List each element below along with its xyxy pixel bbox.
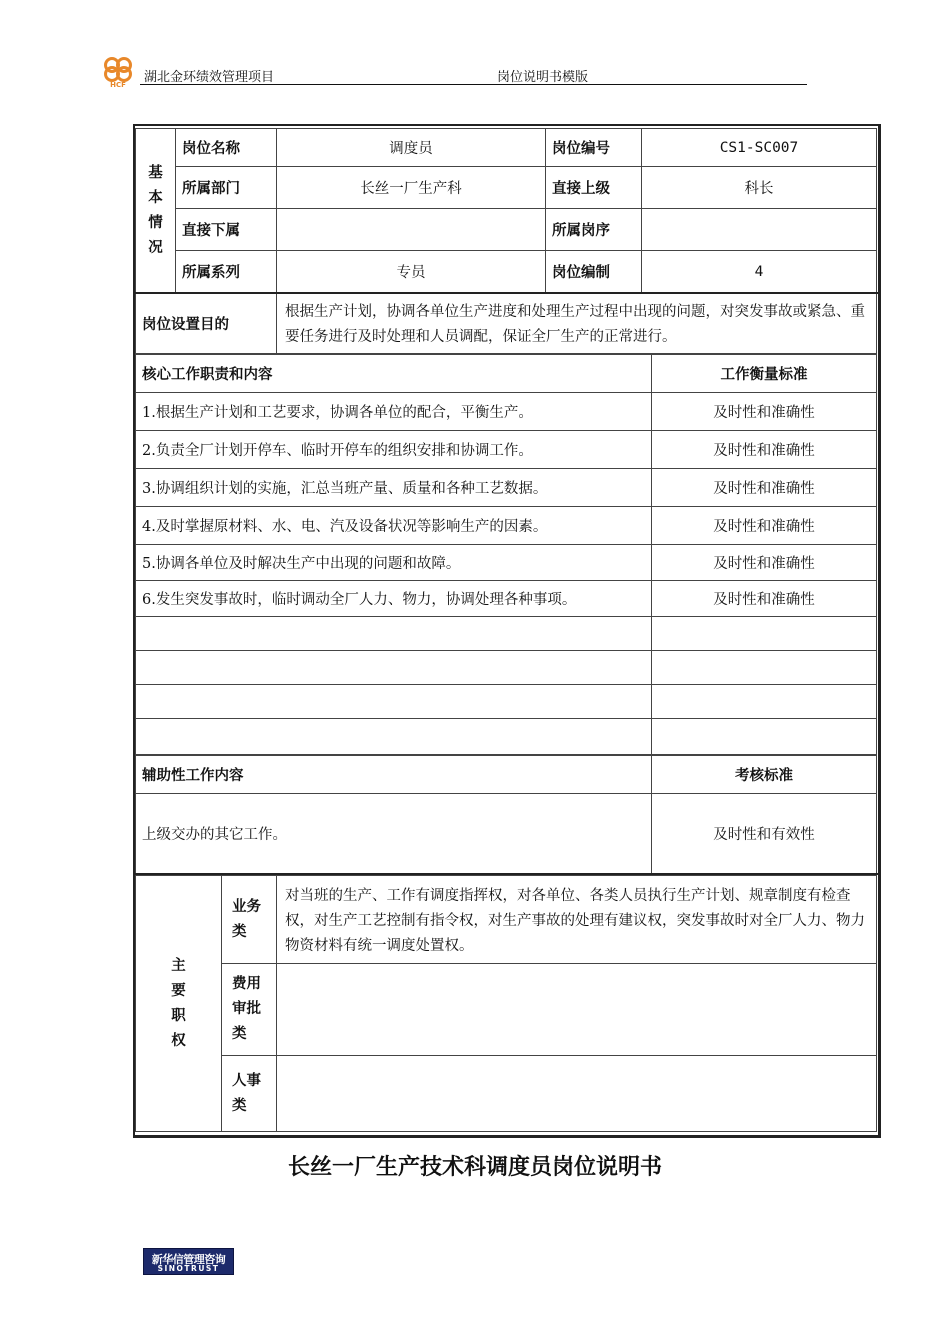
auxiliary-header: 辅助性工作内容 bbox=[136, 756, 652, 794]
expense-authority-label: 费用审批类 bbox=[222, 964, 277, 1056]
duty-standard-1: 及时性和准确性 bbox=[652, 393, 877, 431]
auxiliary-table bbox=[135, 755, 877, 874]
section-divider bbox=[133, 873, 879, 875]
duty-standard-4: 及时性和准确性 bbox=[652, 507, 877, 545]
company-name: 湖北金环绩效管理项目 bbox=[144, 70, 275, 85]
duty-item-empty bbox=[136, 719, 652, 755]
job-description-form bbox=[131, 124, 881, 1138]
headcount-value: 4 bbox=[642, 251, 877, 293]
business-authority-text: 对当班的生产、工作有调度指挥权，对各单位、各类人员执行生产计划、规章制度有检查权，对生产工艺控制有指令权，对生产事故的处理有建议权，突发事故时对全厂人力、物力物资材料有统一调度处置权。 bbox=[277, 876, 877, 964]
series-label: 所属系列 bbox=[176, 251, 277, 293]
document-title: 长丝一厂生产技术科调度员岗位说明书 bbox=[287, 1155, 662, 1180]
duty-item-2: 2.负责全厂计划开停车、临时开停车的组织安排和协调工作。 bbox=[136, 431, 652, 469]
footer-logo-en: SINOTRUST bbox=[157, 1264, 220, 1273]
sinotrust-logo bbox=[143, 1248, 234, 1275]
basic-info-table bbox=[135, 128, 877, 293]
auxiliary-standard: 及时性和有效性 bbox=[652, 794, 877, 874]
position-code-value: CS1-SC007 bbox=[642, 129, 877, 167]
business-authority-label: 业务类 bbox=[222, 876, 277, 964]
duty-item-empty bbox=[136, 651, 652, 685]
auxiliary-standard-header: 考核标准 bbox=[652, 756, 877, 794]
position-name-label: 岗位名称 bbox=[176, 129, 277, 167]
header-rule bbox=[140, 84, 807, 85]
duty-item-5: 5.协调各单位及时解决生产中出现的问题和故障。 bbox=[136, 545, 652, 581]
duty-item-1: 1.根据生产计划和工艺要求，协调各单位的配合，平衡生产。 bbox=[136, 393, 652, 431]
duty-item-6: 6.发生突发事故时，临时调动全厂人力、物力，协调处理各种事项。 bbox=[136, 581, 652, 617]
sequence-label: 所属岗序 bbox=[546, 209, 642, 251]
page-header bbox=[100, 52, 807, 86]
auxiliary-content: 上级交办的其它工作。 bbox=[136, 794, 652, 874]
expense-authority-value bbox=[277, 964, 877, 1056]
direct-subordinate-value bbox=[277, 209, 546, 251]
department-label: 所属部门 bbox=[176, 167, 277, 209]
core-duties-header: 核心工作职责和内容 bbox=[136, 355, 652, 393]
core-standard-header: 工作衡量标准 bbox=[652, 355, 877, 393]
personnel-authority-label: 人事类 bbox=[222, 1056, 277, 1132]
authority-table bbox=[135, 875, 877, 1132]
direct-superior-value: 科长 bbox=[642, 167, 877, 209]
duty-standard-empty bbox=[652, 617, 877, 651]
duty-standard-3: 及时性和准确性 bbox=[652, 469, 877, 507]
authority-section-label: 主 要 职 权 bbox=[136, 876, 222, 1132]
headcount-label: 岗位编制 bbox=[546, 251, 642, 293]
hcf-logo-icon bbox=[100, 54, 138, 88]
duty-standard-5: 及时性和准确性 bbox=[652, 545, 877, 581]
sequence-value bbox=[642, 209, 877, 251]
duty-item-empty bbox=[136, 617, 652, 651]
purpose-table bbox=[135, 293, 877, 354]
duty-standard-6: 及时性和准确性 bbox=[652, 581, 877, 617]
section-divider bbox=[133, 292, 879, 294]
duty-item-empty bbox=[136, 685, 652, 719]
duty-item-4: 4.及时掌握原材料、水、电、汽及设备状况等影响生产的因素。 bbox=[136, 507, 652, 545]
footer-logo-cn: 新华信管理咨询 bbox=[151, 1253, 226, 1266]
direct-superior-label: 直接上级 bbox=[546, 167, 642, 209]
personnel-authority-value bbox=[277, 1056, 877, 1132]
duty-standard-2: 及时性和准确性 bbox=[652, 431, 877, 469]
logo-text: HCF bbox=[110, 81, 126, 88]
basic-info-section-label: 基 本 情 况 bbox=[136, 129, 176, 293]
direct-subordinate-label: 直接下属 bbox=[176, 209, 277, 251]
duty-standard-empty bbox=[652, 651, 877, 685]
duty-standard-empty bbox=[652, 719, 877, 755]
purpose-text: 根据生产计划，协调各单位生产进度和处理生产过程中出现的问题，对突发事故或紧急、重要任务进行及时处理和人员调配，保证全厂生产的正常进行。 bbox=[277, 294, 877, 354]
purpose-label: 岗位设置目的 bbox=[136, 294, 277, 354]
duty-standard-empty bbox=[652, 685, 877, 719]
department-value: 长丝一厂生产科 bbox=[277, 167, 546, 209]
series-value: 专员 bbox=[277, 251, 546, 293]
core-duties-table bbox=[135, 354, 877, 755]
position-name-value: 调度员 bbox=[277, 129, 546, 167]
document-type: 岗位说明书模版 bbox=[497, 70, 589, 85]
duty-item-3: 3.协调组织计划的实施，汇总当班产量、质量和各种工艺数据。 bbox=[136, 469, 652, 507]
position-code-label: 岗位编号 bbox=[546, 129, 642, 167]
